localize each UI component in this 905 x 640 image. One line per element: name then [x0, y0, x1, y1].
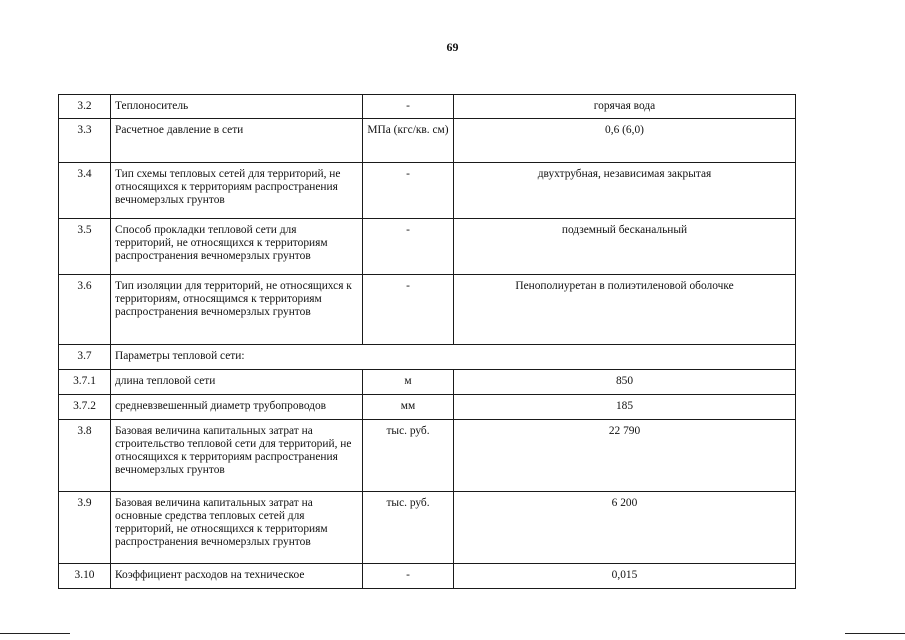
- table-row: [59, 219, 796, 275]
- row-unit: м: [363, 370, 454, 395]
- row-parameter: Тип схемы тепловых сетей для территорий, не относящихся к территориям распространения вечномерзлых грунтов: [111, 163, 363, 219]
- row-number: 3.8: [59, 420, 111, 492]
- scan-edge-line-left: [0, 633, 70, 634]
- row-number: 3.9: [59, 492, 111, 564]
- row-parameter: Базовая величина капитальных затрат на основные средства тепловых сетей для территорий, не относящихся к территориям распространения вечномерзлых грунтов: [111, 492, 363, 564]
- row-unit: тыс. руб.: [363, 420, 454, 492]
- row-parameter: длина тепловой сети: [111, 370, 363, 395]
- row-value: горячая вода: [454, 95, 796, 119]
- row-parameter: средневзвешенный диаметр трубопроводов: [111, 395, 363, 420]
- row-number: 3.3: [59, 119, 111, 163]
- scan-edge-line-right: [845, 633, 905, 634]
- table-row: [59, 420, 796, 492]
- row-unit: мм: [363, 395, 454, 420]
- table-row: [59, 564, 796, 589]
- row-unit: -: [363, 95, 454, 119]
- row-value: двухтрубная, независимая закрытая: [454, 163, 796, 219]
- parameters-table: [58, 94, 796, 589]
- row-value: 185: [454, 395, 796, 420]
- row-number: 3.10: [59, 564, 111, 589]
- row-value: подземный бесканальный: [454, 219, 796, 275]
- row-number: 3.5: [59, 219, 111, 275]
- table-row: [59, 163, 796, 219]
- row-parameter: Способ прокладки тепловой сети для территорий, не относящихся к территориям распространения вечномерзлых грунтов: [111, 219, 363, 275]
- page-number: 69: [446, 40, 459, 54]
- row-value: 850: [454, 370, 796, 395]
- row-parameter: Теплоноситель: [111, 95, 363, 119]
- row-number: 3.4: [59, 163, 111, 219]
- table-row: [59, 345, 796, 370]
- table-row: [59, 395, 796, 420]
- row-unit: -: [363, 219, 454, 275]
- row-parameter: Коэффициент расходов на техническое: [111, 564, 363, 589]
- row-unit: тыс. руб.: [363, 492, 454, 564]
- row-unit: -: [363, 163, 454, 219]
- row-value: 22 790: [454, 420, 796, 492]
- row-value: Пенополиуретан в полиэтиленовой оболочке: [454, 275, 796, 345]
- table-row: [59, 275, 796, 345]
- row-value: 0,6 (6,0): [454, 119, 796, 163]
- row-unit: -: [363, 275, 454, 345]
- table-row: [59, 370, 796, 395]
- row-parameter: Расчетное давление в сети: [111, 119, 363, 163]
- row-parameter: Тип изоляции для территорий, не относящихся к территориям, относящимся к территориям распространения вечномерзлых грунтов: [111, 275, 363, 345]
- table-row: [59, 492, 796, 564]
- row-number: 3.6: [59, 275, 111, 345]
- row-section-title: Параметры тепловой сети:: [111, 345, 796, 370]
- row-number: 3.7.2: [59, 395, 111, 420]
- table-row: [59, 95, 796, 119]
- row-unit: -: [363, 564, 454, 589]
- row-number: 3.2: [59, 95, 111, 119]
- table-row: [59, 119, 796, 163]
- row-unit: МПа (кгс/кв. см): [363, 119, 454, 163]
- row-value: 6 200: [454, 492, 796, 564]
- row-value: 0,015: [454, 564, 796, 589]
- row-parameter: Базовая величина капитальных затрат на строительство тепловой сети для территорий, не относящихся к территориям распространения вечномерзлых грунтов: [111, 420, 363, 492]
- row-number: 3.7: [59, 345, 111, 370]
- row-number: 3.7.1: [59, 370, 111, 395]
